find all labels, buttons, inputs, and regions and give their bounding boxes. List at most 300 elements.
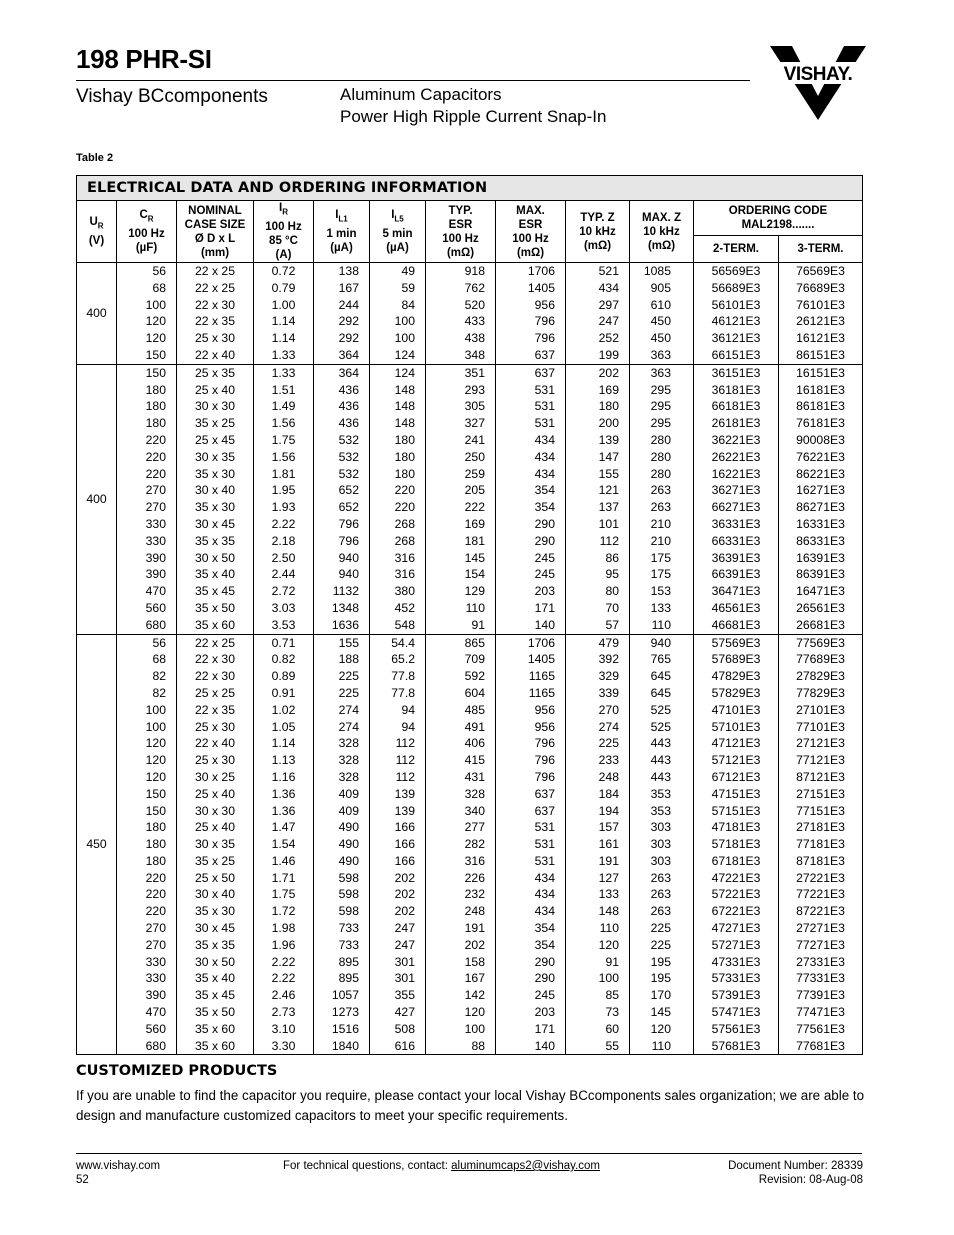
table-row [77, 685, 863, 702]
cell-il5: 247 [370, 937, 426, 954]
cell-case-size: 30 x 50 [177, 550, 254, 567]
cell-max-esr: 796 [496, 313, 566, 330]
cell-max-esr: 245 [496, 566, 566, 583]
cell-il1: 1840 [314, 1038, 370, 1055]
cell-il5: 139 [370, 786, 426, 803]
customized-products-text: If you are unable to find the capacitor you require, please contact your local Vishay BCcomponents sales organization; we are able to design and manufacture customized capacitors to meet your specific requirements. [76, 1088, 865, 1123]
cell-ir: 3.53 [254, 617, 314, 634]
cell-code-3-term: 86391E3 [779, 566, 863, 583]
cell-code-3-term: 76689E3 [779, 280, 863, 297]
cell-max-z: 363 [630, 347, 694, 364]
cell-il5: 124 [370, 347, 426, 364]
cell-code-2-term: 46121E3 [694, 313, 779, 330]
cell-cr: 330 [117, 970, 177, 987]
cell-code-2-term: 57391E3 [694, 987, 779, 1004]
cell-max-esr: 1165 [496, 668, 566, 685]
cell-case-size: 35 x 25 [177, 853, 254, 870]
cell-il5: 548 [370, 617, 426, 634]
cell-case-size: 35 x 30 [177, 903, 254, 920]
cell-il5: 54.4 [370, 634, 426, 651]
cell-max-esr: 531 [496, 836, 566, 853]
cell-typ-esr: 250 [426, 449, 496, 466]
cell-case-size: 30 x 30 [177, 398, 254, 415]
cell-typ-esr: 129 [426, 583, 496, 600]
cell-typ-z: 147 [566, 449, 630, 466]
cell-case-size: 22 x 40 [177, 735, 254, 752]
cell-ir: 2.22 [254, 954, 314, 971]
table-row [77, 903, 863, 920]
cell-il1: 274 [314, 702, 370, 719]
cell-ir: 1.56 [254, 415, 314, 432]
cell-il5: 220 [370, 499, 426, 516]
cell-il5: 112 [370, 769, 426, 786]
cell-max-esr: 171 [496, 600, 566, 617]
cell-cr: 68 [117, 651, 177, 668]
table-row [77, 382, 863, 399]
cell-typ-z: 133 [566, 886, 630, 903]
cell-ir: 1.13 [254, 752, 314, 769]
cell-typ-esr: 88 [426, 1038, 496, 1055]
table-row [77, 398, 863, 415]
cell-cr: 330 [117, 516, 177, 533]
cell-max-z: 765 [630, 651, 694, 668]
cell-ir: 1.14 [254, 313, 314, 330]
cell-code-3-term: 76101E3 [779, 297, 863, 314]
cell-cr: 390 [117, 550, 177, 567]
cell-typ-esr: 351 [426, 364, 496, 381]
cell-max-z: 170 [630, 987, 694, 1004]
table-row [77, 313, 863, 330]
table-row [77, 937, 863, 954]
cell-il5: 452 [370, 600, 426, 617]
cell-max-z: 353 [630, 803, 694, 820]
cell-typ-esr: 604 [426, 685, 496, 702]
col-header-typ-z: TYP. Z 10 kHz (mΩ) [566, 201, 630, 263]
cell-max-z: 263 [630, 499, 694, 516]
cell-case-size: 35 x 60 [177, 617, 254, 634]
cell-typ-esr: 406 [426, 735, 496, 752]
cell-code-3-term: 77151E3 [779, 803, 863, 820]
cell-il5: 268 [370, 516, 426, 533]
cell-max-z: 210 [630, 516, 694, 533]
cell-typ-esr: 865 [426, 634, 496, 651]
cell-code-3-term: 27101E3 [779, 702, 863, 719]
cell-typ-z: 274 [566, 719, 630, 736]
cell-typ-esr: 491 [426, 719, 496, 736]
cell-il1: 1057 [314, 987, 370, 1004]
cell-code-3-term: 77829E3 [779, 685, 863, 702]
cell-typ-z: 139 [566, 432, 630, 449]
cell-cr: 82 [117, 685, 177, 702]
cell-code-3-term: 16471E3 [779, 583, 863, 600]
cell-code-2-term: 47101E3 [694, 702, 779, 719]
cell-max-esr: 434 [496, 432, 566, 449]
cell-max-z: 303 [630, 819, 694, 836]
cell-code-2-term: 57181E3 [694, 836, 779, 853]
cell-code-2-term: 36331E3 [694, 516, 779, 533]
cell-ir: 1.56 [254, 449, 314, 466]
cell-il5: 180 [370, 466, 426, 483]
cell-cr: 100 [117, 297, 177, 314]
cell-typ-esr: 348 [426, 347, 496, 364]
cell-max-esr: 290 [496, 533, 566, 550]
table-row [77, 263, 863, 280]
cell-il1: 490 [314, 819, 370, 836]
cell-max-esr: 956 [496, 719, 566, 736]
table-row [77, 280, 863, 297]
table-row [77, 987, 863, 1004]
cell-ir: 0.71 [254, 634, 314, 651]
cell-typ-esr: 169 [426, 516, 496, 533]
cell-case-size: 30 x 35 [177, 449, 254, 466]
cell-code-3-term: 87121E3 [779, 769, 863, 786]
cell-code-3-term: 86181E3 [779, 398, 863, 415]
cell-max-z: 905 [630, 280, 694, 297]
cell-code-3-term: 77101E3 [779, 719, 863, 736]
col-header-2-term: 2-TERM. [694, 236, 779, 263]
customized-products-heading: CUSTOMIZED PRODUCTS [76, 1063, 278, 1079]
cell-ir: 1.95 [254, 482, 314, 499]
cell-il1: 1636 [314, 617, 370, 634]
cell-cr: 68 [117, 280, 177, 297]
table-row [77, 634, 863, 651]
cell-il5: 148 [370, 415, 426, 432]
cell-cr: 220 [117, 886, 177, 903]
cell-max-z: 1085 [630, 263, 694, 280]
cell-il1: 364 [314, 364, 370, 381]
cell-case-size: 35 x 35 [177, 533, 254, 550]
cell-il1: 244 [314, 297, 370, 314]
cell-max-esr: 354 [496, 499, 566, 516]
col-header-typ-esr: TYP. ESR 100 Hz (mΩ) [426, 201, 496, 263]
cell-code-2-term: 67121E3 [694, 769, 779, 786]
cell-ir: 2.73 [254, 1004, 314, 1021]
cell-il1: 598 [314, 886, 370, 903]
cell-max-esr: 434 [496, 903, 566, 920]
cell-ir: 2.44 [254, 566, 314, 583]
cell-max-esr: 1165 [496, 685, 566, 702]
electrical-data-table [76, 175, 863, 1055]
cell-typ-z: 148 [566, 903, 630, 920]
footer-document-number: Document Number: 28339 [728, 1160, 863, 1172]
cell-typ-esr: 232 [426, 886, 496, 903]
cell-code-2-term: 47221E3 [694, 870, 779, 887]
cell-il5: 316 [370, 566, 426, 583]
table-row [77, 702, 863, 719]
cell-code-2-term: 57471E3 [694, 1004, 779, 1021]
cell-code-2-term: 47829E3 [694, 668, 779, 685]
cell-typ-esr: 415 [426, 752, 496, 769]
footer-left [76, 1159, 160, 1187]
cell-max-esr: 531 [496, 382, 566, 399]
cell-il5: 355 [370, 987, 426, 1004]
cell-il5: 616 [370, 1038, 426, 1055]
cell-max-esr: 1405 [496, 280, 566, 297]
cell-typ-esr: 431 [426, 769, 496, 786]
cell-cr: 680 [117, 617, 177, 634]
cell-max-esr: 245 [496, 550, 566, 567]
cell-il1: 274 [314, 719, 370, 736]
cell-il5: 508 [370, 1021, 426, 1038]
cell-code-2-term: 66391E3 [694, 566, 779, 583]
cell-il1: 364 [314, 347, 370, 364]
cell-cr: 270 [117, 499, 177, 516]
cell-max-esr: 796 [496, 769, 566, 786]
cell-il1: 733 [314, 937, 370, 954]
cell-code-3-term: 86151E3 [779, 347, 863, 364]
cell-code-3-term: 27331E3 [779, 954, 863, 971]
cell-max-esr: 140 [496, 1038, 566, 1055]
cell-code-3-term: 16331E3 [779, 516, 863, 533]
cell-il1: 436 [314, 415, 370, 432]
cell-typ-z: 121 [566, 482, 630, 499]
cell-cr: 270 [117, 920, 177, 937]
cell-cr: 120 [117, 752, 177, 769]
cell-max-z: 263 [630, 886, 694, 903]
cell-typ-z: 127 [566, 870, 630, 887]
cell-il5: 166 [370, 836, 426, 853]
cell-max-esr: 245 [496, 987, 566, 1004]
cell-max-esr: 354 [496, 920, 566, 937]
cell-max-z: 175 [630, 566, 694, 583]
cell-max-z: 263 [630, 870, 694, 887]
cell-ir: 1.49 [254, 398, 314, 415]
table-row [77, 330, 863, 347]
cell-code-2-term: 36391E3 [694, 550, 779, 567]
cell-code-3-term: 86331E3 [779, 533, 863, 550]
cell-ir: 1.02 [254, 702, 314, 719]
cell-ir: 1.00 [254, 297, 314, 314]
cell-il1: 292 [314, 313, 370, 330]
cell-typ-esr: 293 [426, 382, 496, 399]
cell-typ-esr: 241 [426, 432, 496, 449]
cell-typ-z: 120 [566, 937, 630, 954]
cell-max-esr: 290 [496, 954, 566, 971]
cell-typ-z: 86 [566, 550, 630, 567]
cell-typ-esr: 340 [426, 803, 496, 820]
cell-code-3-term: 26561E3 [779, 600, 863, 617]
cell-ir: 0.91 [254, 685, 314, 702]
cell-max-esr: 796 [496, 330, 566, 347]
cell-typ-esr: 709 [426, 651, 496, 668]
cell-case-size: 35 x 35 [177, 937, 254, 954]
cell-typ-esr: 762 [426, 280, 496, 297]
cell-typ-z: 200 [566, 415, 630, 432]
cell-case-size: 25 x 40 [177, 819, 254, 836]
cell-typ-esr: 918 [426, 263, 496, 280]
cell-typ-esr: 120 [426, 1004, 496, 1021]
cell-il1: 940 [314, 550, 370, 567]
table-row [77, 499, 863, 516]
cell-max-esr: 290 [496, 970, 566, 987]
cell-code-2-term: 57331E3 [694, 970, 779, 987]
cell-ir: 1.33 [254, 347, 314, 364]
cell-ir: 1.75 [254, 432, 314, 449]
cell-code-2-term: 56569E3 [694, 263, 779, 280]
footer-contact-email-link[interactable]: aluminumcaps2@vishay.com [451, 1160, 601, 1172]
cell-max-z: 443 [630, 769, 694, 786]
cell-il1: 328 [314, 769, 370, 786]
table-row [77, 803, 863, 820]
cell-code-3-term: 27271E3 [779, 920, 863, 937]
cell-code-2-term: 66331E3 [694, 533, 779, 550]
cell-typ-esr: 222 [426, 499, 496, 516]
table-row [77, 920, 863, 937]
cell-il1: 188 [314, 651, 370, 668]
cell-max-z: 353 [630, 786, 694, 803]
cell-case-size: 25 x 45 [177, 432, 254, 449]
cell-max-z: 133 [630, 600, 694, 617]
cell-max-esr: 140 [496, 617, 566, 634]
col-header-3-term: 3-TERM. [779, 236, 863, 263]
table-row [77, 786, 863, 803]
table-row [77, 853, 863, 870]
cell-il5: 94 [370, 702, 426, 719]
cell-code-3-term: 27829E3 [779, 668, 863, 685]
cell-code-3-term: 90008E3 [779, 432, 863, 449]
table-row [77, 1004, 863, 1021]
cell-cr: 270 [117, 482, 177, 499]
cell-cr: 680 [117, 1038, 177, 1055]
cell-code-2-term: 47121E3 [694, 735, 779, 752]
cell-max-z: 525 [630, 719, 694, 736]
table-row [77, 870, 863, 887]
cell-code-3-term: 77391E3 [779, 987, 863, 1004]
cell-max-z: 450 [630, 313, 694, 330]
electrical-data-table-container [76, 175, 862, 1055]
cell-ir: 1.05 [254, 719, 314, 736]
footer-website: www.vishay.com [76, 1160, 161, 1172]
footer-right [728, 1159, 863, 1187]
cell-max-esr: 637 [496, 364, 566, 381]
cell-typ-esr: 202 [426, 937, 496, 954]
table-row [77, 482, 863, 499]
cell-case-size: 35 x 60 [177, 1038, 254, 1055]
cell-typ-esr: 282 [426, 836, 496, 853]
cell-case-size: 35 x 30 [177, 499, 254, 516]
cell-typ-z: 100 [566, 970, 630, 987]
cell-max-esr: 354 [496, 937, 566, 954]
cell-ir: 1.16 [254, 769, 314, 786]
cell-ir: 0.79 [254, 280, 314, 297]
cell-code-2-term: 46681E3 [694, 617, 779, 634]
cell-cr: 270 [117, 937, 177, 954]
cell-ir: 3.10 [254, 1021, 314, 1038]
cell-max-z: 195 [630, 954, 694, 971]
table-row [77, 970, 863, 987]
cell-max-z: 195 [630, 970, 694, 987]
cell-case-size: 30 x 50 [177, 954, 254, 971]
cell-typ-esr: 145 [426, 550, 496, 567]
footer-page-number: 52 [76, 1174, 89, 1186]
cell-cr: 120 [117, 313, 177, 330]
company-name: Vishay BCcomponents [76, 86, 268, 107]
cell-il1: 225 [314, 668, 370, 685]
cell-cr: 120 [117, 330, 177, 347]
cell-il1: 733 [314, 920, 370, 937]
cell-case-size: 30 x 35 [177, 836, 254, 853]
cell-code-2-term: 57221E3 [694, 886, 779, 903]
cell-case-size: 35 x 25 [177, 415, 254, 432]
footer-revision: Revision: 08-Aug-08 [758, 1174, 863, 1186]
cell-typ-z: 110 [566, 920, 630, 937]
cell-max-esr: 637 [496, 786, 566, 803]
cell-ir: 2.22 [254, 516, 314, 533]
cell-cr: 560 [117, 1021, 177, 1038]
cell-cr: 120 [117, 735, 177, 752]
cell-code-2-term: 36271E3 [694, 482, 779, 499]
cell-code-3-term: 77689E3 [779, 651, 863, 668]
footer-contact [283, 1159, 600, 1173]
cell-max-esr: 203 [496, 1004, 566, 1021]
cell-code-2-term: 67221E3 [694, 903, 779, 920]
cell-typ-esr: 142 [426, 987, 496, 1004]
cell-max-z: 363 [630, 364, 694, 381]
cell-il5: 100 [370, 330, 426, 347]
cell-typ-z: 194 [566, 803, 630, 820]
table-row [77, 516, 863, 533]
cell-il1: 895 [314, 954, 370, 971]
cell-case-size: 25 x 30 [177, 719, 254, 736]
cell-case-size: 30 x 30 [177, 803, 254, 820]
cell-case-size: 30 x 45 [177, 516, 254, 533]
cell-case-size: 35 x 30 [177, 466, 254, 483]
col-header-ir: $I_R$ 100 Hz 85 °C (A) [254, 201, 314, 263]
cell-ir: 1.51 [254, 382, 314, 399]
cell-code-2-term: 26181E3 [694, 415, 779, 432]
cell-code-2-term: 57569E3 [694, 634, 779, 651]
col-header-cr: $C_R$ 100 Hz (µF) [117, 201, 177, 263]
cell-code-3-term: 77271E3 [779, 937, 863, 954]
table-row [77, 297, 863, 314]
cell-cr: 100 [117, 702, 177, 719]
cell-cr: 56 [117, 634, 177, 651]
cell-typ-esr: 205 [426, 482, 496, 499]
cell-max-z: 263 [630, 482, 694, 499]
cell-cr: 150 [117, 364, 177, 381]
subtitle-line-1: Aluminum Capacitors [340, 85, 502, 104]
cell-ir: 0.82 [254, 651, 314, 668]
cell-max-z: 263 [630, 903, 694, 920]
cell-code-3-term: 76181E3 [779, 415, 863, 432]
cell-max-z: 295 [630, 382, 694, 399]
cell-max-esr: 434 [496, 886, 566, 903]
cell-typ-esr: 154 [426, 566, 496, 583]
cell-il1: 598 [314, 903, 370, 920]
cell-typ-z: 137 [566, 499, 630, 516]
table-row [77, 600, 863, 617]
cell-ir: 1.47 [254, 819, 314, 836]
cell-cr: 220 [117, 870, 177, 887]
cell-il5: 220 [370, 482, 426, 499]
cell-il1: 1132 [314, 583, 370, 600]
cell-ir: 1.33 [254, 364, 314, 381]
cell-il5: 100 [370, 313, 426, 330]
cell-ir: 2.22 [254, 970, 314, 987]
cell-typ-esr: 327 [426, 415, 496, 432]
cell-typ-z: 252 [566, 330, 630, 347]
cell-max-z: 225 [630, 920, 694, 937]
cell-cr: 180 [117, 415, 177, 432]
cell-cr: 100 [117, 719, 177, 736]
cell-cr: 390 [117, 566, 177, 583]
cell-il1: 409 [314, 803, 370, 820]
cell-max-esr: 796 [496, 735, 566, 752]
cell-il5: 301 [370, 954, 426, 971]
cell-max-z: 280 [630, 449, 694, 466]
cell-ir: 0.72 [254, 263, 314, 280]
cell-cr: 560 [117, 600, 177, 617]
